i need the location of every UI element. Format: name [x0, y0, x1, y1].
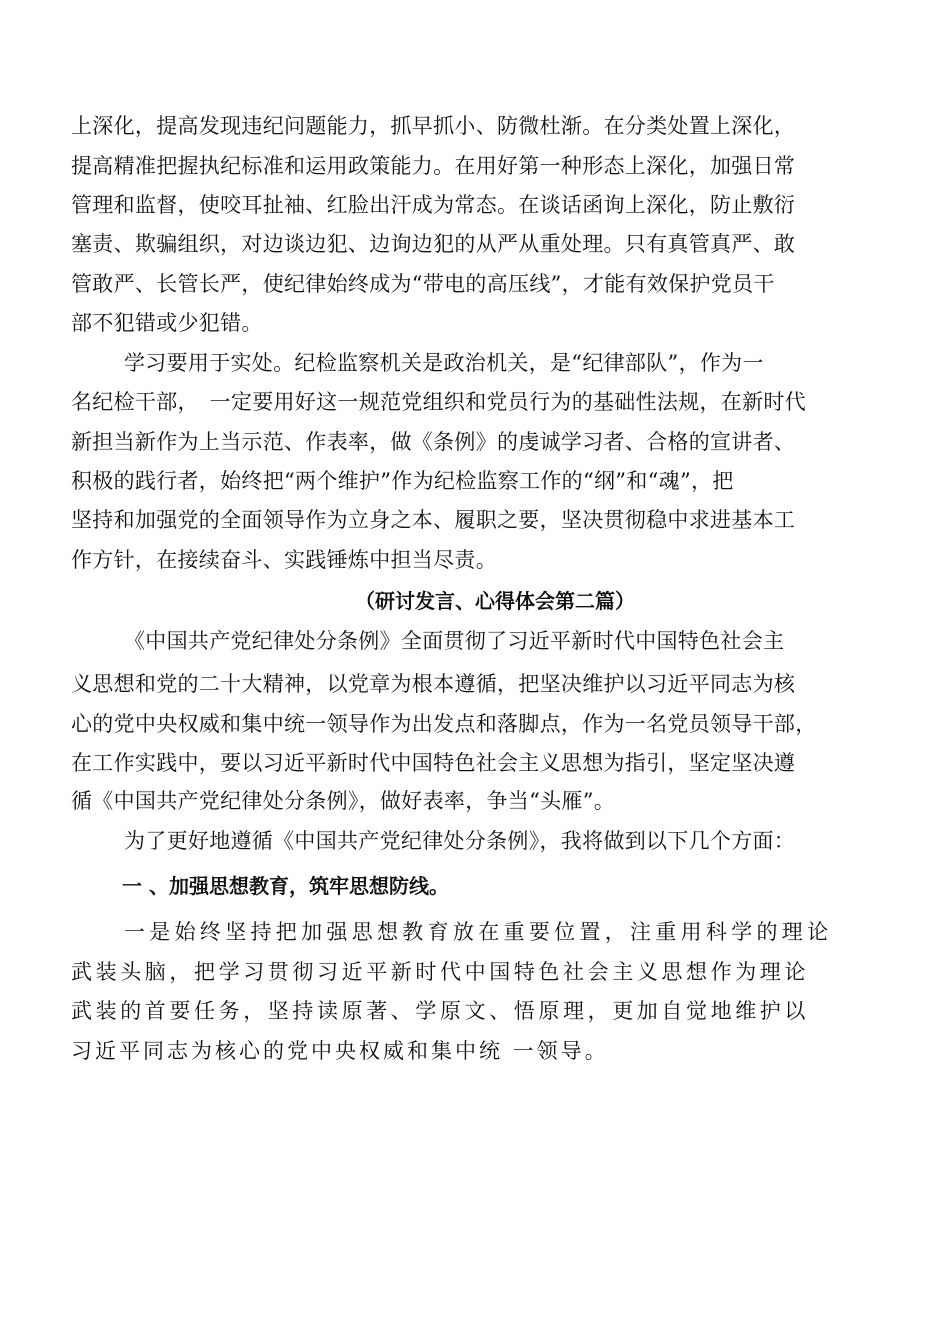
paragraph-1-line-4: 塞责、欺骗组织，对边谈边犯、边询边犯的从严从重处理。只有真管真严、敢 [71, 232, 796, 256]
section-title: （研讨发言、心得体会第二篇） [355, 589, 635, 613]
paragraph-2-line-2: 名纪检干部， 一定要用好这一规范党组织和党员行为的基础性法规，在新时代 [71, 390, 806, 414]
paragraph-4-line-1: 为了更好地遵循《中国共产党纪律处分条例》，我将做到以下几个方面： [124, 829, 796, 853]
paragraph-1-line-3: 管理和监督，使咬耳扯袖、红脸出汗成为常态。在谈话函询上深化，防止敷衍 [71, 193, 796, 217]
paragraph-3-line-1: 《中国共产党纪律处分条例》全面贯彻了习近平新时代中国特色社会主 [124, 629, 785, 653]
paragraph-5-line-1: 一是始终坚持把加强思想教育放在重要位置，注重用科学的理论 [124, 920, 833, 944]
paragraph-5-line-2: 武装头脑，把学习贯彻习近平新时代中国特色社会主义思想作为理论 [71, 960, 809, 984]
paragraph-2-line-1: 学习要用于实处。纪检监察机关是政治机关，是“纪律部队”，作为一 [124, 351, 764, 375]
paragraph-3-line-4: 在工作实践中，要以习近平新时代中国特色社会主义思想为指引，坚定坚决遵 [71, 751, 796, 775]
paragraph-3-line-2: 义思想和党的二十大精神，以党章为根本遵循，把坚决维护以习近平同志为核 [71, 672, 796, 696]
paragraph-1-line-6: 部不犯错或少犯错。 [71, 311, 263, 335]
paragraph-3-line-3: 心的党中央权威和集中统一领导作为出发点和落脚点，作为一名党员领导干部， [71, 712, 817, 736]
subheading: 一 、加强思想教育，筑牢思想防线。 [122, 874, 449, 898]
paragraph-1-line-1: 上深化，提高发现违纪问题能力，抓早抓小、防微杜渐。在分类处置上深化， [71, 114, 796, 138]
paragraph-2-line-5: 坚持和加强党的全面领导作为立身之本、履职之要，坚决贯彻稳中求进基本工 [71, 508, 796, 532]
paragraph-5-line-4: 习近平同志为核心的党中央权威和集中统 一领导。 [71, 1039, 609, 1063]
paragraph-3-line-5: 循《中国共产党纪律处分条例》，做好表率，争当“头雁”。 [71, 789, 616, 813]
paragraph-2-line-3: 新担当新作为上当示范、作表率，做《条例》的虔诚学习者、合格的宣讲者、 [71, 430, 796, 454]
paragraph-5-line-3: 武装的首要任务，坚持读原著、学原文、悟原理，更加自觉地维护以 [71, 999, 809, 1023]
paragraph-1-line-5: 管敢严、长管长严，使纪律始终成为“带电的高压线”，才能有效保护党员干 [71, 272, 775, 296]
paragraph-2-line-4: 积极的践行者，始终把“两个维护”作为纪检监察工作的“纲”和“魂”，把 [71, 469, 734, 493]
paragraph-1-line-2: 提高精准把握执纪标准和运用政策能力。在用好第一种形态上深化，加强日常 [71, 154, 796, 178]
paragraph-2-line-6: 作方针，在接续奋斗、实践锤炼中担当尽责。 [71, 548, 497, 572]
